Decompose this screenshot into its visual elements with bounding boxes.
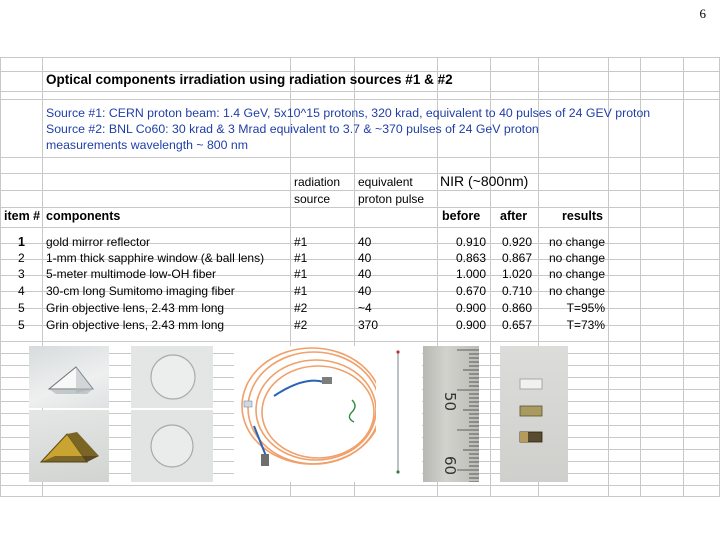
- page-number: 6: [699, 6, 706, 21]
- row-before: 0.670: [455, 284, 486, 298]
- photo-imaging-fiber: [376, 346, 422, 482]
- source-line-1: Source #1: CERN proton beam: 1.4 GeV, 5x10^15 protons, 320 krad, equivalent to 40 pulses of 24 GEV proton: [46, 106, 651, 120]
- row-result: no change: [548, 235, 605, 249]
- header-proton-pulse: proton pulse: [358, 192, 425, 206]
- row-after: 0.867: [501, 251, 532, 265]
- row-after: 0.657: [501, 318, 532, 332]
- row-source: #2: [294, 318, 308, 332]
- row-component: 1-mm thick sapphire window (& ball lens): [46, 251, 265, 265]
- row-item: 5: [18, 318, 25, 332]
- imaging-fiber-icon: [376, 346, 422, 482]
- source-line-2: Source #2: BNL Co60: 30 krad & 3 Mrad equivalent to 3.7 & ~370 pulses of 24 GeV proton: [46, 122, 539, 136]
- photo-gold-prism: [29, 410, 109, 482]
- photo-sapphire-window: [131, 346, 213, 408]
- fiber-coil-icon: [234, 346, 390, 482]
- ruler-label-50: 50: [441, 392, 459, 412]
- lens-disk-icon: [131, 410, 213, 482]
- photo-ruler: [423, 346, 479, 482]
- ruler-label-60: 60: [441, 456, 459, 476]
- row-pulses: ~4: [358, 301, 372, 315]
- sheet-title: Optical components irradiation using radiation sources #1 & #2: [46, 72, 453, 87]
- row-after: 0.920: [501, 235, 532, 249]
- header-equivalent: equivalent: [358, 175, 413, 189]
- row-before: 0.900: [455, 301, 486, 315]
- row-before: 1.000: [455, 267, 486, 281]
- row-item: 5: [18, 301, 25, 315]
- row-component: 5-meter multimode low-OH fiber: [46, 267, 217, 281]
- row-component: Grin objective lens, 2.43 mm long: [46, 318, 225, 332]
- header-item: item #: [4, 209, 41, 223]
- row-pulses: 40: [358, 235, 372, 249]
- row-item: 3: [18, 267, 25, 281]
- row-source: #1: [294, 235, 308, 249]
- header-nir: NIR (~800nm): [440, 173, 529, 189]
- row-before: 0.863: [455, 251, 486, 265]
- row-item: 2: [18, 251, 25, 265]
- row-after: 0.860: [501, 301, 532, 315]
- row-item: 1: [18, 235, 25, 249]
- header-results: results: [562, 209, 603, 223]
- header-after: after: [500, 209, 528, 223]
- row-pulses: 40: [358, 267, 372, 281]
- row-pulses: 40: [358, 284, 372, 298]
- source-line-3: measurements wavelength ~ 800 nm: [46, 138, 248, 152]
- row-source: #1: [294, 284, 308, 298]
- row-before: 0.910: [455, 235, 486, 249]
- row-before: 0.900: [455, 318, 486, 332]
- photo-grin-lenses: [500, 346, 568, 482]
- row-result: no change: [548, 267, 605, 281]
- header-components: components: [46, 209, 121, 223]
- row-source: #2: [294, 301, 308, 315]
- row-source: #1: [294, 267, 308, 281]
- header-before: before: [442, 209, 481, 223]
- prism-clear-icon: [29, 346, 109, 408]
- photo-fiber-coil: [234, 346, 390, 482]
- row-result: no change: [548, 251, 605, 265]
- row-item: 4: [18, 284, 25, 298]
- row-source: #1: [294, 251, 308, 265]
- photo-sapphire-prism: [29, 346, 109, 408]
- header-radiation: radiation: [294, 175, 341, 189]
- prism-gold-icon: [29, 410, 109, 482]
- row-after: 1.020: [501, 267, 532, 281]
- row-after: 0.710: [501, 284, 532, 298]
- row-component: Grin objective lens, 2.43 mm long: [46, 301, 225, 315]
- row-component: gold mirror reflector: [46, 235, 151, 249]
- row-pulses: 370: [358, 318, 379, 332]
- window-disk-icon: [131, 346, 213, 408]
- grin-lens-icon: [500, 346, 568, 482]
- row-result: T=73%: [566, 318, 605, 332]
- row-result: T=95%: [566, 301, 605, 315]
- row-component: 30-cm long Sumitomo imaging fiber: [46, 284, 235, 298]
- row-result: no change: [548, 284, 605, 298]
- header-source: source: [294, 192, 331, 206]
- photo-ball-lens: [131, 410, 213, 482]
- row-pulses: 40: [358, 251, 372, 265]
